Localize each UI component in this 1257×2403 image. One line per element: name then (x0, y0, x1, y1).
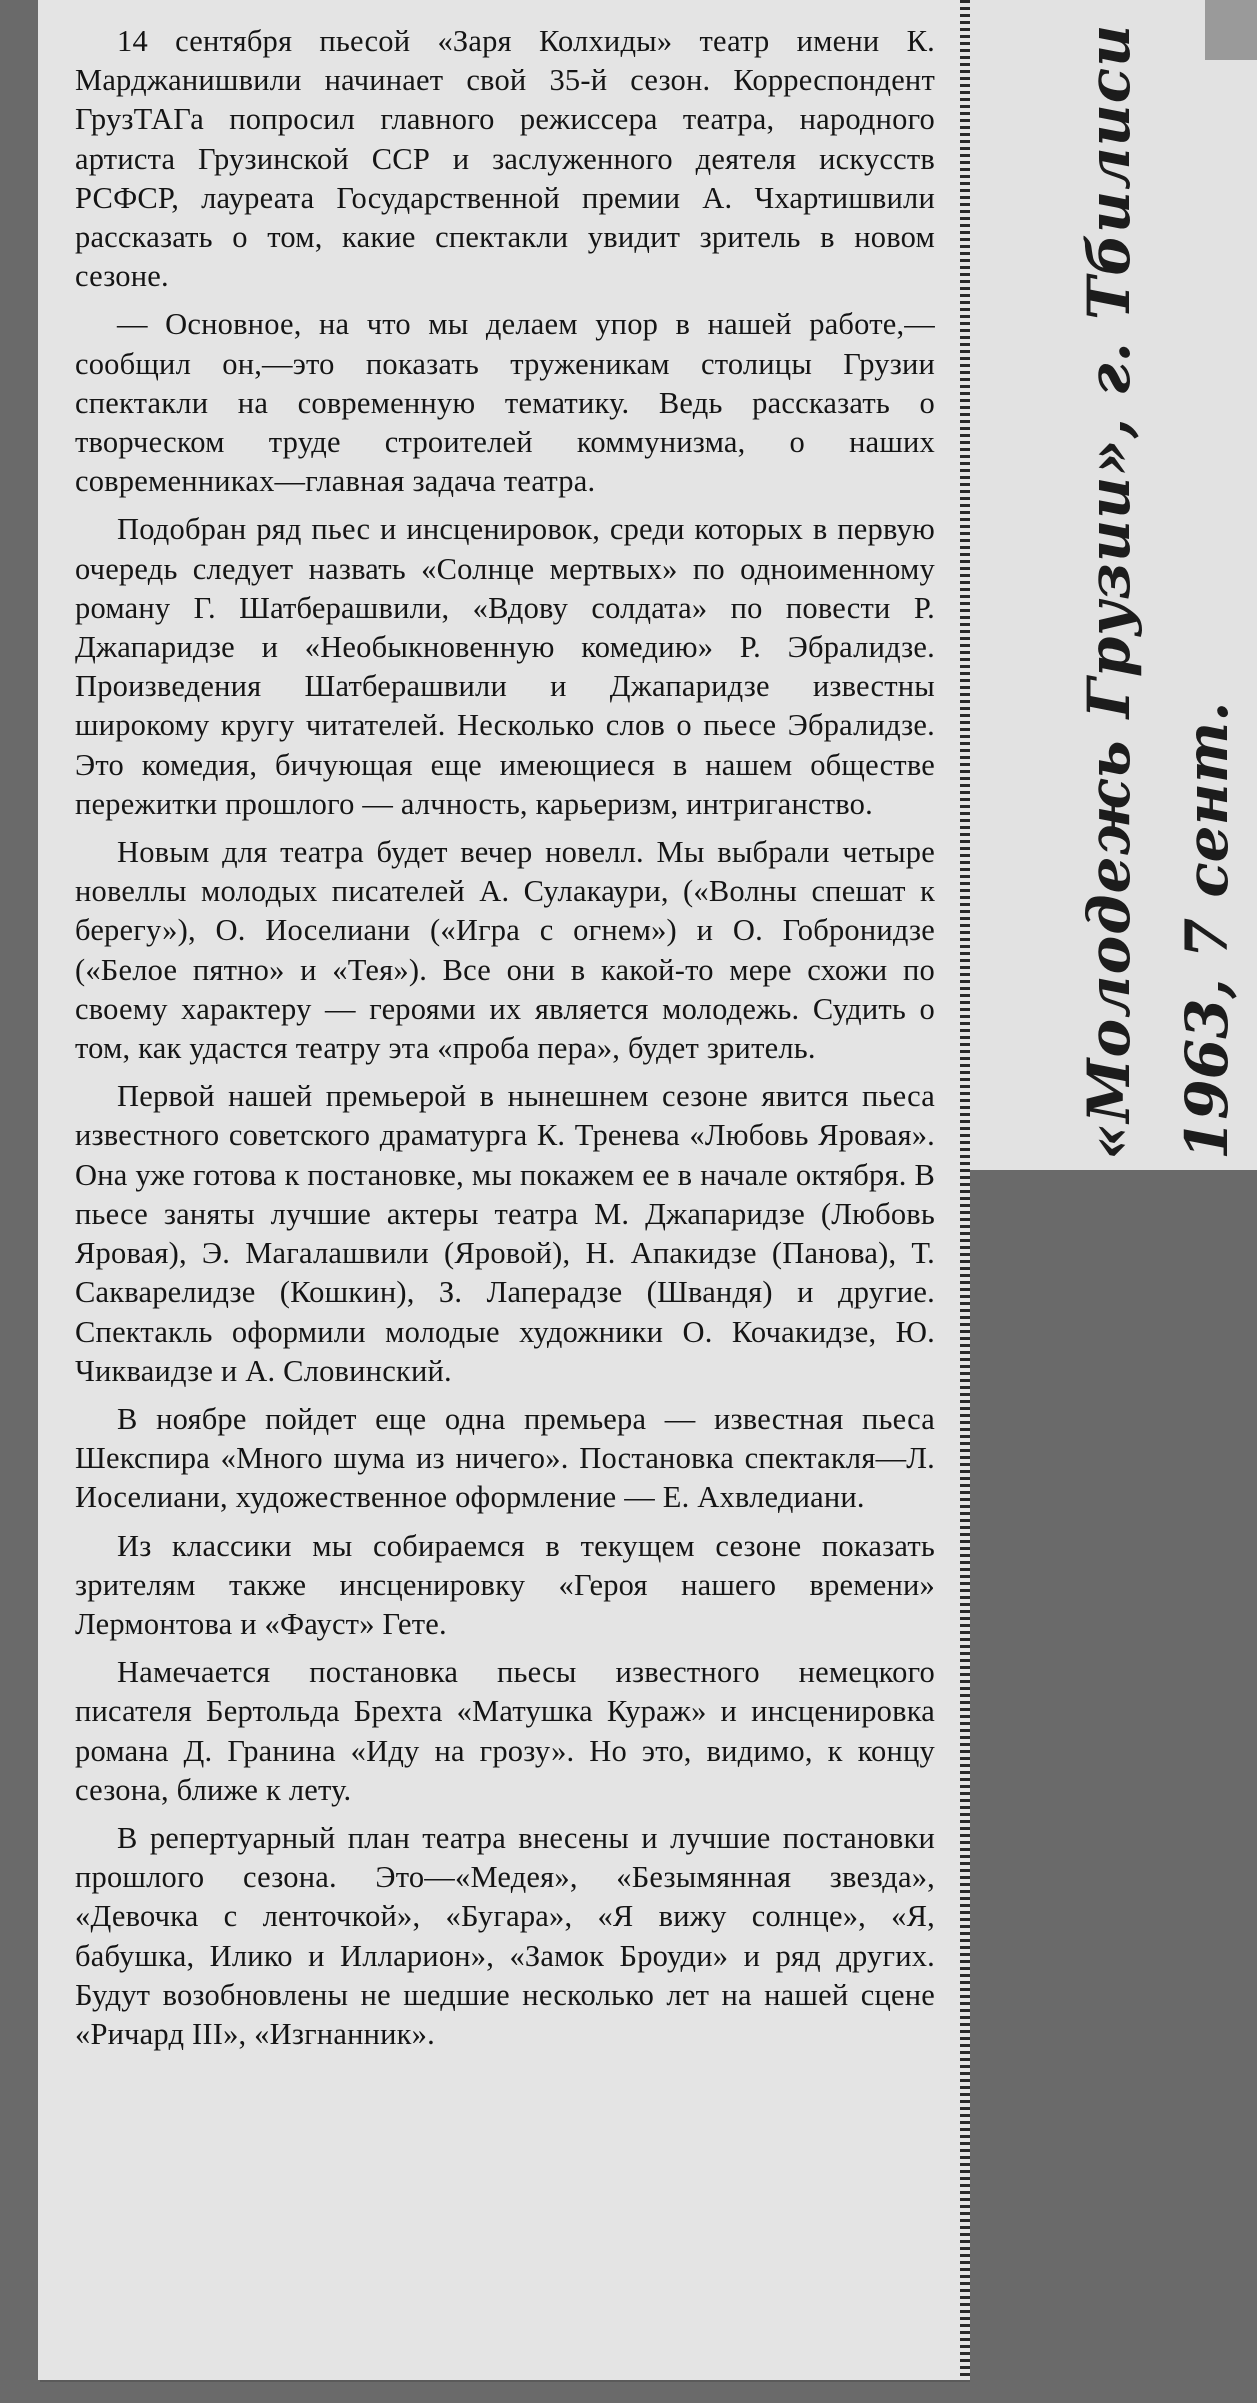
paragraph-classics: Из классики мы собираемся в текущем сезоне показать зрителям также инсценировку «Героя нашего времени» Лермонтова и «Фауст» Гете. (75, 1528, 935, 1641)
paragraph-brecht: Намечается постановка пьесы известного немецкого писателя Бертольда Брехта «Матушка Кураж» и инсценировка романа Д. Гранина «Иду на грозу». Но это, видимо, к концу сезона, ближе к лету. (75, 1655, 935, 1807)
paragraph-intro: 14 сентября пьесой «Заря Колхиды» театр имени К. Марджанишвили начинает свой 35-й сезон. Корреспондент ГрузТАГа попросил главного режиссера театра, народного артиста Грузинской ССР и заслуженного деятеля искусств РСФСР, лауреата Государственной премии А. Чхартишвили рассказать о том, какие спектакли увидит зритель в новом сезоне. (75, 24, 935, 294)
paragraph-novellas: Новым для театра будет вечер новелл. Мы выбрали четыре новеллы молодых писателей А. Сулакаури, («Волны спешат к берегу»), О. Иоселиани («Игра с огнем») и О. Гобронидзе («Белое пятно» и «Тея»). Все они в какой-то мере схожи по своему характеру — героями их является молодежь. Судить о том, как удастся театру эта «проба пера», будет зритель. (75, 835, 935, 1066)
paragraph-plays: Подобран ряд пьес и инсценировок, среди которых в первую очередь следует назвать «Солнце мертвых» по одноименному роману Г. Шатберашвили, «Вдову солдата» по повести Р. Джапаридзе и «Необыкновенную комедию» Р. Эбралидзе. Произведения Шатберашвили и Джапаридзе известны широкому кругу читателей. Несколько слов о пьесе Эбралидзе. Это комедия, бичующая еще имеющиеся в нашем обществе пережитки прошлого — алчность, карьеризм, интриганство. (75, 512, 935, 821)
handwritten-source-line: «Молодежь Грузии», г. Тбилиси (1075, 23, 1143, 1160)
handwritten-date-line: 1963, 7 сент. (1173, 701, 1241, 1160)
torn-edge-perforation (960, 0, 970, 2380)
paragraph-quote: — Основное, на что мы делаем упор в нашей работе,—сообщил он,—это показать труженикам столицы Грузии спектакли на современную тематику. Ведь рассказать о творческом труде строителей коммунизма, о наших современниках—главная задача театра. (75, 307, 935, 499)
paragraph-november: В ноябре пойдет еще одна премьера — известная пьеса Шекспира «Много шума из ничего». Постановка спектакля—Л. Иоселиани, художественное оформление — Е. Ахвледиани. (75, 1401, 935, 1515)
article-body (75, 22, 935, 2063)
handwritten-source-note (1075, 23, 1241, 1160)
paragraph-premiere: Первой нашей премьерой в нынешнем сезоне явится пьеса известного советского драматурга К. Тренева «Любовь Яровая». Она уже готова к постановке, мы покажем ее в начале октября. В пьесе заняты лучшие актеры театра М. Джапаридзе (Любовь Яровая), Э. Магалашвили (Яровой), Н. Апакидзе (Панова), Т. Сакварелидзе (Кошкин), З. Лаперадзе (Швандя) и другие. Спектакль оформили молодые художники О. Кочакидзе, Ю. Чикваидзе и А. Словинский. (75, 1079, 935, 1388)
paragraph-repertoire: В репертуарный план театра внесены и лучшие постановки прошлого сезона. Это—«Медея», «Безымянная звезда», «Девочка с ленточкой», «Бугара», «Я вижу солнце», «Я, бабушка, Илико и Илларион», «Замок Броуди» и ряд других. Будут возобновлены не шедшие несколько лет на нашей сцене «Ричард III», «Изгнанник». (75, 1820, 935, 2051)
